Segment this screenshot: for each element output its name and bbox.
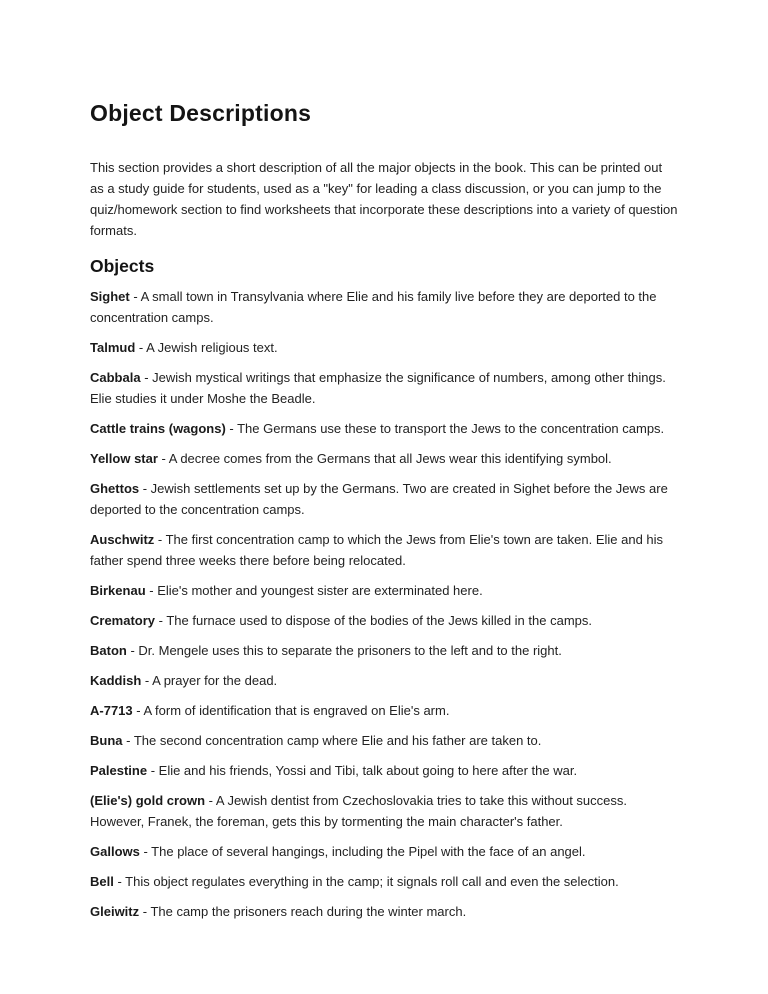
object-entry (90, 448, 678, 469)
object-entry (90, 901, 678, 922)
object-description: - Elie's mother and youngest sister are exterminated here. (145, 583, 483, 598)
object-term: A-7713 (90, 703, 133, 718)
object-description: - Jewish settlements set up by the Germans. Two are created in Sighet before the Jews are deported to the concentration camps. (90, 481, 668, 517)
object-description: - Elie and his friends, Yossi and Tibi, talk about going to here after the war. (147, 763, 578, 778)
object-term: Gallows (90, 844, 140, 859)
object-description: - The second concentration camp where Elie and his father are taken to. (122, 733, 542, 748)
object-term: Cattle trains (wagons) (90, 421, 226, 436)
object-entry (90, 337, 678, 358)
object-term: Bell (90, 874, 114, 889)
object-description: - A Jewish religious text. (135, 340, 278, 355)
object-entry (90, 610, 678, 631)
object-description: - A prayer for the dead. (141, 673, 278, 688)
object-entry (90, 286, 678, 328)
object-term: Auschwitz (90, 532, 155, 547)
object-description: - The first concentration camp to which the Jews from Elie's town are taken. Elie and his father spend three weeks there before being relocated. (90, 532, 664, 568)
object-description: - A Jewish dentist from Czechoslovakia tries to take this without success. However, Franek, the foreman, gets this by tormenting the main character's father. (90, 793, 628, 829)
object-description: - A small town in Transylvania where Elie and his family live before they are deported to the concentration camps. (90, 289, 657, 325)
object-description: - The Germans use these to transport the Jews to the concentration camps. (225, 421, 665, 436)
object-term: Birkenau (90, 583, 146, 598)
object-entry (90, 841, 678, 862)
object-entry (90, 478, 678, 520)
object-entry (90, 529, 678, 571)
object-entry (90, 730, 678, 751)
object-entry (90, 700, 678, 721)
object-entry (90, 670, 678, 691)
object-term: Gleiwitz (90, 904, 140, 919)
object-description: - Dr. Mengele uses this to separate the prisoners to the left and to the right. (126, 643, 562, 658)
object-term: Yellow star (90, 451, 158, 466)
intro-paragraph: This section provides a short description of all the major objects in the book. This can be printed out as a study guide for students, used as a "key" for leading a class discussion, or you can jump to the quiz/homework section to find worksheets that incorporate these descriptions into a variety of question formats. (90, 160, 678, 238)
object-description: - Jewish mystical writings that emphasize the significance of numbers, among other things. Elie studies it under Moshe the Beadle. (90, 370, 666, 406)
page-title: Object Descriptions (90, 100, 312, 126)
object-term: Buna (90, 733, 123, 748)
object-term: (Elie's) gold crown (90, 793, 206, 808)
object-term: Sighet (90, 289, 130, 304)
object-description: - A form of identification that is engraved on Elie's arm. (132, 703, 450, 718)
object-description: - The furnace used to dispose of the bodies of the Jews killed in the camps. (155, 613, 592, 628)
object-entry (90, 871, 678, 892)
object-description: - This object regulates everything in the camp; it signals roll call and even the selection. (113, 874, 619, 889)
object-description: - A decree comes from the Germans that all Jews wear this identifying symbol. (157, 451, 612, 466)
object-entry (90, 760, 678, 781)
object-term: Talmud (90, 340, 136, 355)
object-list (90, 286, 678, 922)
section-heading-objects: Objects (90, 256, 155, 276)
object-term: Ghettos (90, 481, 140, 496)
object-term: Cabbala (90, 370, 141, 385)
object-entry (90, 580, 678, 601)
object-entry (90, 640, 678, 661)
object-description: - The place of several hangings, including the Pipel with the face of an angel. (139, 844, 586, 859)
object-description: - The camp the prisoners reach during the winter march. (139, 904, 467, 919)
object-term: Palestine (90, 763, 148, 778)
object-entry (90, 367, 678, 409)
object-term: Baton (90, 643, 127, 658)
object-term: Crematory (90, 613, 156, 628)
object-entry (90, 418, 678, 439)
object-entry (90, 790, 678, 832)
object-term: Kaddish (90, 673, 142, 688)
